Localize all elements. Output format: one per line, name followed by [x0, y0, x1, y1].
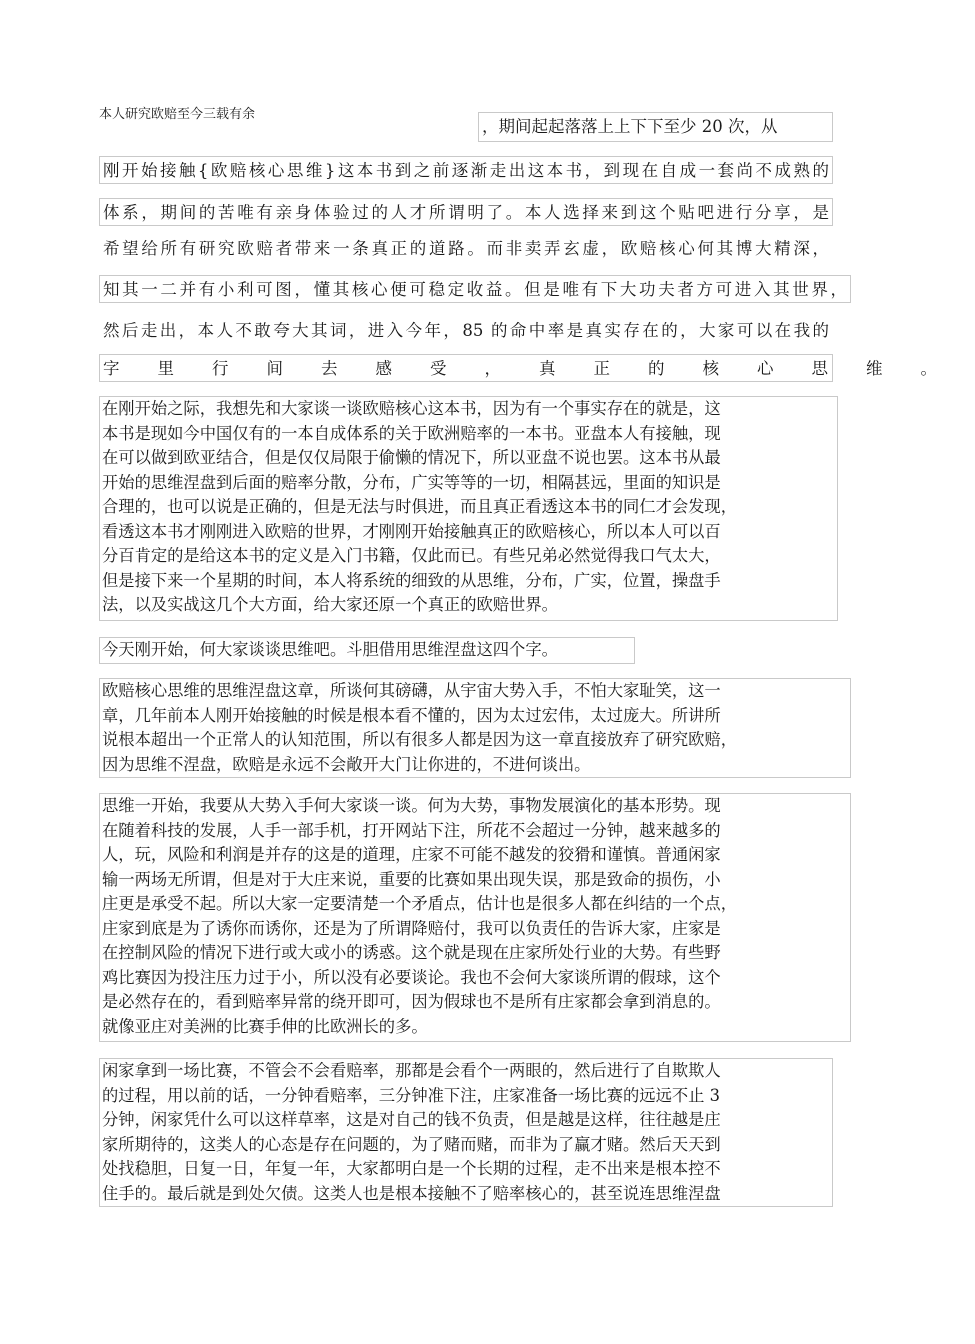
paragraph-line: 在刚开始之际，我想先和大家谈一谈欧赔核心这本书，因为有一个事实存在的就是，这	[102, 399, 721, 418]
paragraph-line: 欧赔核心思维的思维涅盘这章，所谈何其磅礴，从宇宙大势入手，不怕大家耻笑，这一	[102, 681, 721, 700]
paragraph-line: 在控制风险的情况下进行或大或小的诱惑。这个就是现在庄家所处行业的大势。有些野	[102, 943, 721, 962]
intro-line: 知其一二并有小利可图，懂其核心便可稳定收益。但是唯有下大功夫者方可进入其世界，	[99, 275, 851, 303]
paragraph	[99, 637, 635, 664]
paragraph-line: 在可以做到欧亚结合，但是仅仅局限于偷懒的情况下，所以亚盘不说也罢。这本书从最	[102, 448, 721, 467]
paragraph-line: 看透这本书才刚刚进入欧赔的世界，才刚刚开始接触真正的欧赔核心，所以本人可以百	[102, 521, 721, 541]
paragraph	[99, 793, 851, 1042]
paragraph-line: 庄家到底是为了诱你而诱你，还是为了所谓降赔付，我可以负责任的告诉大家，庄家是	[102, 918, 721, 938]
paragraph-line: 思维一开始，我要从大势入手何大家谈一谈。何为大势，事物发展演化的基本形势。现	[102, 796, 721, 815]
paragraph-line: 输一两场无所谓，但是对于大庄来说，重要的比赛如果出现失误，那是致命的损伤，小	[102, 869, 721, 889]
paragraph-line: 住手的。最后就是到处欠债。这类人也是根本接触不了赔率核心的，甚至说连思维涅盘	[102, 1183, 721, 1203]
paragraph	[99, 1058, 833, 1207]
intro-line: 希望给所有研究欧赔者带来一条真正的道路。而非卖弄玄虚，欧赔核心何其博大精深，	[103, 239, 829, 258]
intro-line: 体系，期间的苦唯有亲身体验过的人才所谓明了。本人选择来到这个贴吧进行分享，是	[99, 198, 833, 226]
intro-line: 字里行间去感受，真正的核心思维。	[99, 354, 833, 382]
paragraph-line: 的过程，用以前的话，一分钟看赔率，三分钟准下注，庄家准备一场比赛的远远不止 3	[102, 1085, 720, 1105]
paragraph-line: 人，玩，风险和利润是并存的这是的道理，庄家不可能不越发的狡猾和谨慎。普通闲家	[102, 845, 721, 864]
intro-line: ，期间起起落落上上下下至少 20 次，从	[478, 112, 833, 142]
paragraph-line: 开始的思维涅盘到后面的赔率分散，分布，广实等等的一切，相隔甚远，里面的知识是	[102, 472, 721, 492]
paragraph-line: 合理的，也可以说是正确的，但是无法与时俱进，而且真正看透这本书的同仁才会发现，	[102, 497, 737, 516]
paragraph-line: 章，几年前本人刚开始接触的时候是根本看不懂的，因为太过宏伟，太过庞大。所讲所	[102, 705, 721, 725]
paragraph-line: 在随着科技的发展，人手一部手机，打开网站下注，所花不会超过一分钟，越来越多的	[102, 820, 721, 840]
paragraph-line: 家所期待的，这类人的心态是存在问题的，为了赌而赌，而非为了赢才赌。然后天天到	[102, 1134, 721, 1154]
paragraph-line: 鸡比赛因为投注压力过于小，所以没有必要谈论。我也不会何大家谈所谓的假球，这个	[102, 967, 721, 987]
paragraph-line: 是必然存在的，看到赔率异常的绕开即可，因为假球也不是所有庄家都会拿到消息的。	[102, 992, 721, 1011]
intro-line: 刚开始接触{欧赔核心思维}这本书到之前逐渐走出这本书，到现在自成一套尚不成熟的	[99, 156, 833, 184]
paragraph-line: 今天刚开始，何大家谈谈思维吧。斗胆借用思维涅盘这四个字。	[102, 640, 558, 659]
paragraph-line: 法，以及实战这几个大方面，给大家还原一个真正的欧赔世界。	[102, 595, 558, 614]
intro-label: 本人研究欧赔至今三载有余	[99, 107, 256, 122]
paragraph-line: 分百肯定的是给这本书的定义是入门书籍，仅此而已。有些兄弟必然觉得我口气太大，	[102, 546, 721, 565]
paragraph-line: 因为思维不涅盘，欧赔是永远不会敞开大门让你进的，不进何谈出。	[102, 754, 591, 774]
paragraph	[99, 396, 838, 621]
paragraph-line: 分钟，闲家凭什么可以这样草率，这是对自己的钱不负责，但是越是这样，往往越是庄	[102, 1110, 721, 1129]
paragraph-line: 闲家拿到一场比赛，不管会不会看赔率，那都是会看个一两眼的，然后进行了自欺欺人	[102, 1061, 721, 1080]
paragraph	[99, 678, 851, 778]
paragraph-line: 说根本超出一个正常人的认知范围，所以有很多人都是因为这一章直接放弃了研究欧赔，	[102, 730, 737, 749]
paragraph-line: 就像亚庄对美洲的比赛手伸的比欧洲长的多。	[102, 1016, 428, 1036]
paragraph-line: 但是接下来一个星期的时间，本人将系统的细致的从思维，分布，广实，位置，操盘手	[102, 570, 721, 590]
paragraph-line: 庄更是承受不起。所以大家一定要清楚一个矛盾点，估计也是很多人都在纠结的一个点，	[102, 894, 737, 913]
paragraph-line: 处找稳胆，日复一日，年复一年，大家都明白是一个长期的过程，走不出来是根本控不	[102, 1159, 721, 1178]
paragraph-line: 本书是现如今中国仅有的一本自成体系的关于欧洲赔率的一本书。亚盘本人有接触，现	[102, 423, 721, 443]
intro-line: 然后走出，本人不敢夸大其词，进入今年，85 的命中率是真实存在的，大家可以在我的	[103, 321, 829, 340]
